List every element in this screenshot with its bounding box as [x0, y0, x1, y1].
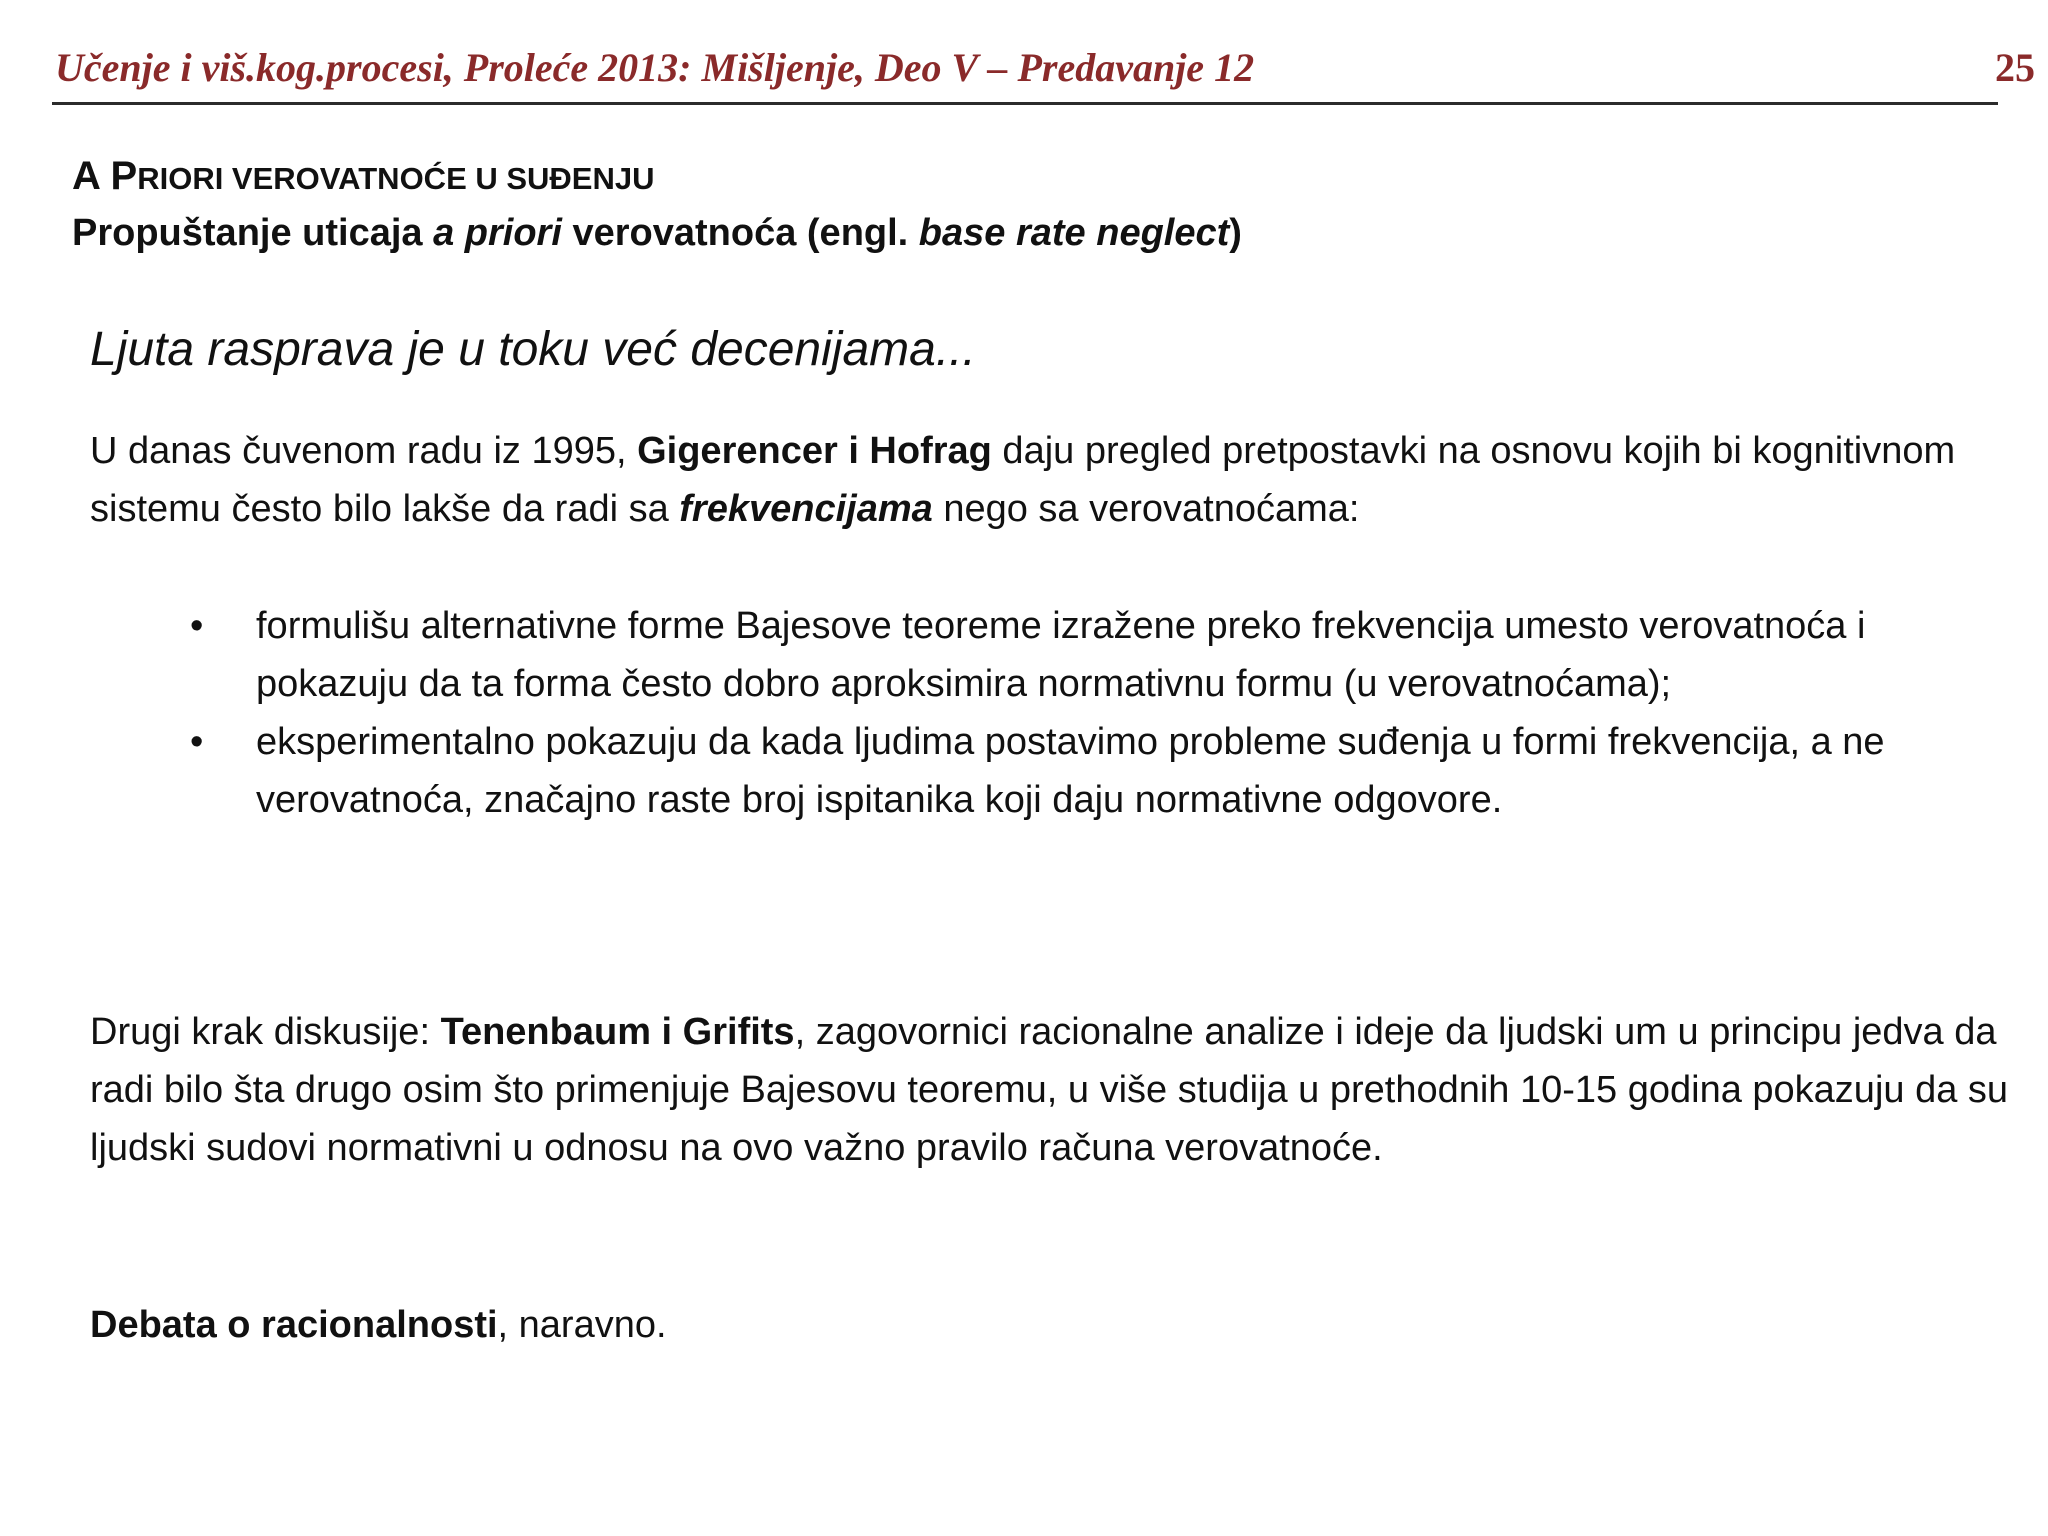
- list-item: [190, 597, 1950, 713]
- debate-bold: Debata o racionalnosti: [90, 1304, 498, 1346]
- bullet-list: [190, 597, 1950, 829]
- section-heading: [72, 154, 655, 199]
- subheading-part1: Propuštanje uticaja: [72, 212, 434, 254]
- bullet-icon: •: [190, 605, 204, 647]
- subheading-base-rate-neglect: base rate neglect: [918, 212, 1230, 254]
- bullet-text: formulišu alternativne forme Bajesove teoreme izražene preko frekvencija umesto verovatnoća i pokazuju da ta forma često dobro aproksimira normativnu formu (u verovatnoćama);: [256, 605, 1866, 705]
- other-side-part1: Drugi krak diskusije:: [90, 1011, 441, 1053]
- section-heading-rest: RIORI VEROVATNOĆE U SUĐENJU: [137, 161, 655, 196]
- intro-part5: nego sa verovatnoćama:: [932, 488, 1360, 530]
- course-title: Učenje i viš.kog.procesi, Proleće 2013: Mišljenje, Deo V – Predavanje 12: [55, 45, 1255, 90]
- subheading-a-priori: a priori: [433, 212, 562, 254]
- other-side-part3: , zagovornici racionalne analize i ideje da ljudski um u principu jedva da radi bilo šta drugo osim što primenjuje Bajesovu teoremu, u više studija u prethodnih 10-15 godina pokazuju da su ljudski sudovi normativni u odnosu na ovo važno pravilo računa verovatnoće.: [90, 1011, 2009, 1169]
- intro-paragraph: [90, 422, 2020, 538]
- debate-paragraph: [90, 1296, 2020, 1354]
- other-side-paragraph: [90, 1003, 2020, 1177]
- subheading-part3: verovatnoća (engl.: [561, 212, 919, 254]
- debate-rest: , naravno.: [497, 1304, 667, 1346]
- list-item: [190, 713, 1950, 829]
- subheading-part5: ): [1229, 212, 1242, 254]
- bullet-text: eksperimentalno pokazuju da kada ljudima postavimo probleme suđenja u formi frekvencija, a ne verovatnoća, značajno raste broj ispitanika koji daju normativne odgovore.: [256, 721, 1885, 821]
- section-heading-initial: A P: [72, 154, 138, 198]
- slide-header: [55, 44, 2035, 92]
- bullet-icon: •: [190, 721, 204, 763]
- intro-part3: daju pregled pretpostavki na osnovu kojih bi kognitivnom sistemu često bilo lakše da radi sa: [90, 430, 1956, 530]
- header-divider: [52, 102, 1998, 105]
- other-side-authors: Tenenbaum i Grifits: [440, 1011, 795, 1053]
- intro-frekvencijama: frekvencijama: [679, 488, 933, 530]
- intro-part1: U danas čuvenom radu iz 1995,: [90, 430, 638, 472]
- slide-number: 25: [1995, 45, 2035, 90]
- lead-sentence: Ljuta rasprava je u toku već decenijama...: [90, 323, 976, 376]
- intro-authors: Gigerencer i Hofrag: [637, 430, 992, 472]
- subheading: [72, 212, 1242, 255]
